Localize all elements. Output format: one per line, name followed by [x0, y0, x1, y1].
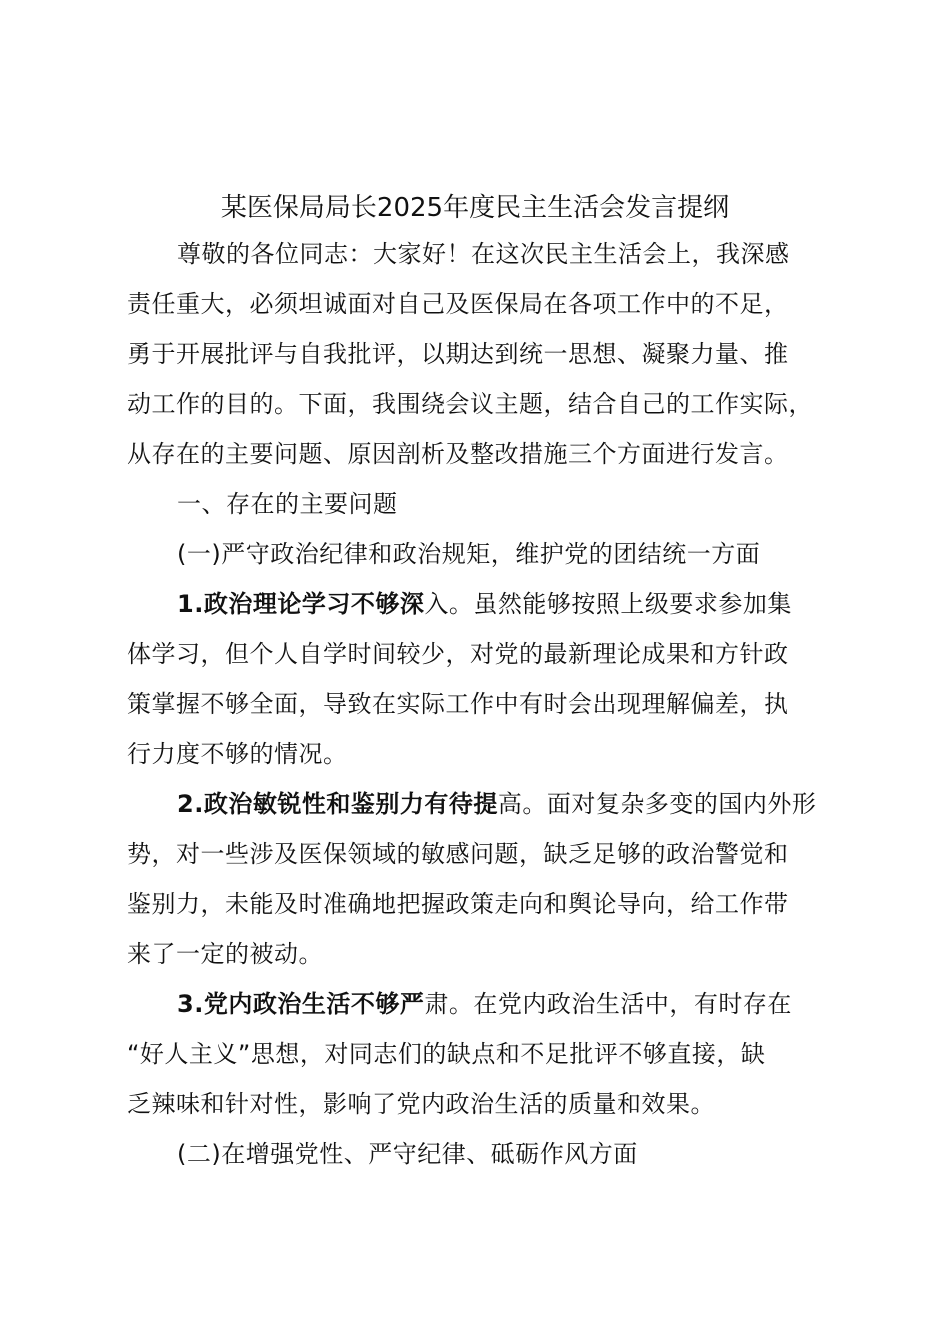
paragraph-intro [127, 229, 847, 479]
document-title: 某医保局局长2025年度民主生活会发言提纲 [220, 193, 730, 223]
text-line: 动工作的目的。下面，我围绕会议主题，结合自己的工作实际， [127, 390, 813, 418]
text-line [127, 979, 847, 1029]
text-line: 乏辣味和针对性，影响了党内政治生活的质量和效果。 [127, 1090, 715, 1118]
text-line: 策掌握不够全面，导致在实际工作中有时会出现理解偏差，执 [127, 690, 789, 718]
text-segment: 高。面对复杂多变的国内外形 [497, 790, 817, 818]
subsection-heading [127, 1129, 847, 1179]
item-lead: 1.政治理论学习不够深 [177, 590, 425, 618]
text-line: 鉴别力，未能及时准确地把握政策走向和舆论导向，给工作带 [127, 890, 789, 918]
text-line: 势，对一些涉及医保领域的敏感问题，缺乏足够的政治警觉和 [127, 840, 789, 868]
text-line [127, 779, 847, 829]
text-line: “好人主义”思想，对同志们的缺点和不足批评不够直接，缺 [127, 1040, 766, 1068]
section-heading [127, 479, 847, 529]
paragraph-item-1 [127, 579, 847, 779]
text-segment: 肃。在党内政治生活中，有时存在 [424, 990, 792, 1018]
text-line: (二)在增强党性、严守纪律、砥砺作风方面 [177, 1140, 638, 1168]
text-line: 来了一定的被动。 [127, 940, 323, 968]
text-line: 从存在的主要问题、原因剖析及整改措施三个方面进行发言。 [127, 440, 789, 468]
text-line: 体学习，但个人自学时间较少，对党的最新理论成果和方针政 [127, 640, 789, 668]
text-line: 勇于开展批评与自我批评，以期达到统一思想、凝聚力量、推 [127, 340, 789, 368]
item-lead: 2.政治敏锐性和鉴别力有待提 [177, 790, 498, 818]
paragraph-item-3 [127, 979, 847, 1129]
paragraph-item-2 [127, 779, 847, 979]
item-lead: 3.党内政治生活不够严 [177, 990, 425, 1018]
text-line: 行力度不够的情况。 [127, 740, 348, 768]
document-body [127, 229, 847, 1179]
text-line: 一、存在的主要问题 [177, 490, 398, 518]
text-line: (一)严守政治纪律和政治规矩，维护党的团结统一方面 [177, 540, 761, 568]
text-segment: 入。虽然能够按照上级要求参加集 [424, 590, 792, 618]
subsection-heading [127, 529, 847, 579]
text-line [127, 579, 847, 629]
text-line: 尊敬的各位同志：大家好！在这次民主生活会上，我深感 [177, 240, 790, 268]
text-line: 责任重大，必须坦诚面对自己及医保局在各项工作中的不足， [127, 290, 789, 318]
